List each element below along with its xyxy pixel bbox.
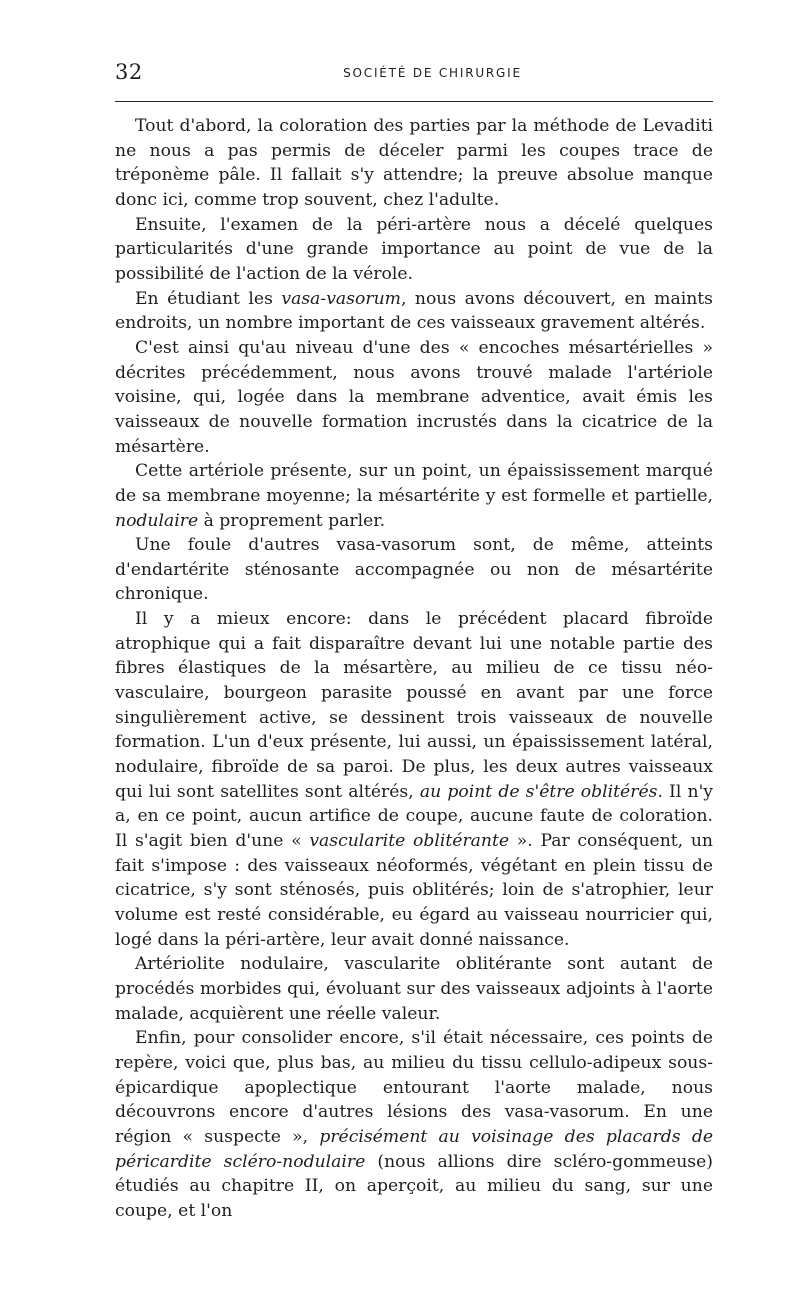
header-rule <box>115 101 713 102</box>
paragraph <box>115 533 713 607</box>
paragraph-text: Tout d'abord, la coloration des parties par la méthode de Levaditi ne nous a pas permis de déceler parmi les coupes trace de tréponème pâle. Il fallait s'y attendre; la preuve absolue manque donc ici, comme trop souvent, chez l'adulte. <box>115 116 713 210</box>
paragraph-text: Cette artériole présente, sur un point, un épaississement marqué de sa membrane moyenne; la mésartérite y est formelle et partielle, <box>115 461 713 506</box>
paragraph-text: C'est ainsi qu'au niveau d'une des « encoches mésartérielles » décrites précédemment, nous avons trouvé malade l'artériole voisine, qui, logée dans la membrane adventice, avait émis les vaisseaux de nouvelle formation incrustés dans la cicatrice de la mésartère. <box>115 337 713 457</box>
paragraph-text: Ensuite, l'examen de la péri-artère nous a décelé quelques particularités d'une grande importance au point de vue de la possibilité de l'action de la vérole. <box>115 214 713 284</box>
paragraph <box>115 213 713 287</box>
paragraph-text: (nous allions dire scléro-gommeuse) étudiés au chapitre II, on aperçoit, au milieu du sang, sur une coupe, et l'on <box>115 1151 713 1221</box>
paragraph-text: ». Par conséquent, un fait s'impose : des vaisseaux néoformés, végétant en plein tissu de cicatrice, s'y sont sténosés, puis oblitérés; loin de s'atrophier, leur volume est resté considérable, eu égard au vaisseau nourricier qui, logé dans la péri-artère, leur avait donné naissance. <box>115 831 713 950</box>
running-head: SOCIÉTÉ DE CHIRURGIE <box>343 66 522 80</box>
paragraph-text: Il y a mieux encore: dans le précédent placard fibroïde atrophique qui a fait disparaître devant lui une notable partie des fibres élastiques de la mésartère, au milieu de ce tissu néo-vasculaire, bourgeon parasite poussé en avant par une force singulièrement active, se dessinent trois vaisseaux de nouvelle formation. L'un d'eux présente, lui aussi, un épaississement latéral, nodulaire, fibroïde de sa paroi. De plus, les deux autres vaisseaux qui lui sont satellites sont altérés, <box>115 609 713 802</box>
paragraph <box>115 1026 713 1223</box>
body-text <box>115 114 713 1224</box>
paragraph-text: à proprement parler. <box>198 510 386 531</box>
paragraph <box>115 952 713 1026</box>
paragraph-text: En étudiant les <box>135 288 282 309</box>
paragraph-text: Une foule d'autres vasa-vasorum sont, de même, atteints d'endartérite sténosante accompagnée ou non de mésartérite chronique. <box>115 535 713 605</box>
page-header <box>115 60 710 90</box>
paragraph <box>115 459 713 533</box>
paragraph <box>115 336 713 459</box>
italic-text: précisément au voisinage des placards de péricardite scléro-nodulaire <box>115 1126 713 1172</box>
italic-text: vascularite oblitérante <box>309 831 510 852</box>
page-number: 32 <box>115 60 143 84</box>
paragraph-text: , nous avons découvert, en maints endroits, un nombre important de ces vaisseaux gravement altérés. <box>115 288 714 334</box>
paragraph <box>115 114 713 213</box>
italic-text: au point de s'être oblitérés. <box>419 781 663 802</box>
paragraph <box>115 287 713 336</box>
paragraph-text: Artériolite nodulaire, vascularite oblitérante sont autant de procédés morbides qui, évoluant sur des vaisseaux adjoints à l'aorte malade, acquièrent une réelle valeur. <box>115 954 713 1024</box>
italic-text: vasa-vasorum <box>281 288 401 309</box>
paragraph-text: Il n'y a, en ce point, aucun artifice de coupe, aucune faute de coloration. Il s'agit bien d'une « <box>115 781 714 852</box>
italic-text: nodulaire <box>115 510 199 531</box>
paragraph <box>115 607 713 952</box>
paragraph-text: Enfin, pour consolider encore, s'il était nécessaire, ces points de repère, voici que, plus bas, au milieu du tissu cellulo-adipeux sous-épicardique apoplectique entourant l'aorte malade, nous découvrons encore d'autres lésions des vasa-vasorum. En une région « suspecte », <box>115 1028 713 1147</box>
